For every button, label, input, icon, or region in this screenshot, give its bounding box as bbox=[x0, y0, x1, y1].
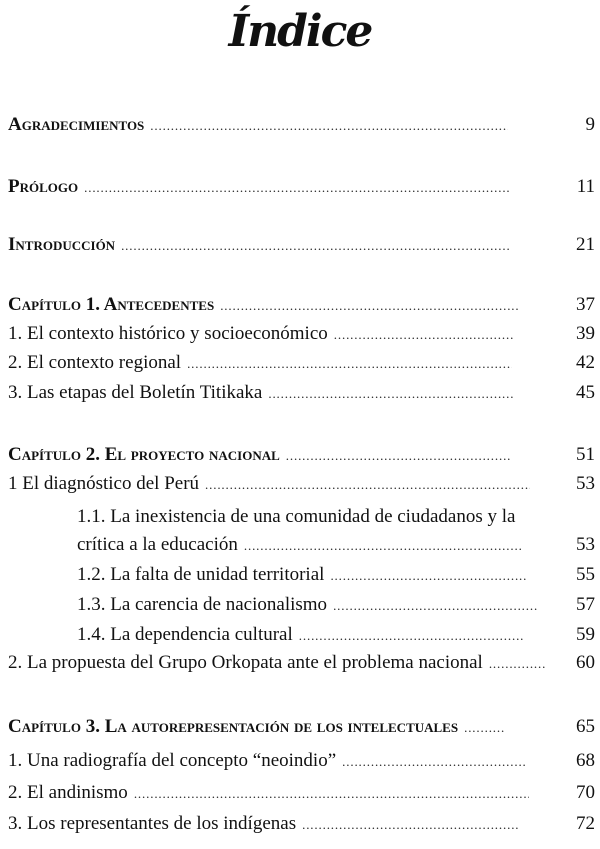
toc-entry-subsection[interactable] bbox=[77, 564, 595, 588]
dot-leader bbox=[134, 786, 529, 802]
toc-entry-subsection-first-line: 1.1. La inexistencia de una comunidad de ciudadanos y la bbox=[77, 506, 516, 527]
dot-leader bbox=[150, 118, 508, 134]
toc-entry-section[interactable] bbox=[8, 750, 595, 774]
dot-leader bbox=[342, 754, 526, 770]
dot-leader bbox=[268, 386, 513, 402]
toc-entry-label: 3. Los representantes de los indígenas bbox=[8, 813, 297, 834]
page-title: Índice bbox=[228, 6, 372, 57]
toc-entry-label: 3. Las etapas del Boletín Titikaka bbox=[8, 382, 263, 403]
toc-entry-page: 55 bbox=[576, 564, 595, 585]
toc-entry-page: 68 bbox=[576, 750, 595, 771]
toc-entry-subsection[interactable] bbox=[77, 624, 595, 648]
toc-entry-page: 39 bbox=[576, 323, 595, 344]
dot-leader bbox=[84, 180, 509, 196]
toc-entry-agradecimientos[interactable] bbox=[8, 114, 595, 138]
toc-entry-subsection[interactable] bbox=[77, 534, 595, 558]
dot-leader bbox=[187, 356, 512, 372]
toc-entry-label: Capítulo 2. El proyecto nacional bbox=[8, 444, 280, 465]
dot-leader bbox=[330, 568, 526, 584]
toc-entry-capitulo-2[interactable] bbox=[8, 444, 595, 468]
toc-entry-page: 9 bbox=[585, 114, 595, 135]
toc-entry-label: Introducción bbox=[8, 234, 116, 255]
toc-entry-section[interactable] bbox=[8, 813, 595, 837]
toc-entry-label: 2. El andinismo bbox=[8, 782, 128, 803]
toc-entry-page: 51 bbox=[576, 444, 595, 465]
toc-entry-page: 37 bbox=[576, 294, 595, 315]
toc-entry-label: Prólogo bbox=[8, 176, 79, 197]
toc-entry-label: 1.3. La carencia de nacionalismo bbox=[77, 594, 328, 615]
toc-entry-page: 11 bbox=[576, 176, 595, 197]
dot-leader bbox=[333, 598, 538, 614]
toc-entry-label: Capítulo 3. La autorepresentación de los intelectuales bbox=[8, 716, 459, 737]
toc-entry-introduccion[interactable] bbox=[8, 234, 595, 258]
dot-leader bbox=[220, 298, 520, 314]
toc-entry-capitulo-3[interactable] bbox=[8, 716, 595, 740]
dot-leader bbox=[464, 720, 504, 736]
toc-entry-page: 53 bbox=[576, 473, 595, 494]
dot-leader bbox=[299, 628, 524, 644]
dot-leader bbox=[334, 327, 514, 343]
toc-entry-label: 2. El contexto regional bbox=[8, 352, 182, 373]
toc-entry-prologo[interactable] bbox=[8, 176, 595, 200]
toc-entry-page: 70 bbox=[576, 782, 595, 803]
toc-entry-label: Agradecimientos bbox=[8, 114, 145, 135]
toc-entry-section[interactable] bbox=[8, 652, 595, 676]
dot-leader bbox=[121, 238, 511, 254]
toc-entry-page: 60 bbox=[576, 652, 595, 673]
toc-entry-section[interactable] bbox=[8, 473, 595, 497]
toc-entry-capitulo-1[interactable] bbox=[8, 294, 595, 318]
toc-entry-page: 57 bbox=[576, 594, 595, 615]
toc-entry-section[interactable] bbox=[8, 782, 595, 806]
toc-entry-label: Capítulo 1. Antecedentes bbox=[8, 294, 215, 315]
toc-entry-subsection[interactable] bbox=[77, 594, 595, 618]
toc-entry-section[interactable] bbox=[8, 323, 595, 347]
toc-entry-label: 1 El diagnóstico del Perú bbox=[8, 473, 200, 494]
toc-entry-page: 45 bbox=[576, 382, 595, 403]
toc-entry-page: 21 bbox=[576, 234, 595, 255]
toc-entry-label: 1. El contexto histórico y socioeconómico bbox=[8, 323, 328, 344]
toc-entry-section[interactable] bbox=[8, 382, 595, 406]
toc-entry-label: 1.2. La falta de unidad territorial bbox=[77, 564, 325, 585]
dot-leader bbox=[244, 538, 522, 554]
dot-leader bbox=[205, 477, 530, 493]
toc-entry-label: 1.4. La dependencia cultural bbox=[77, 624, 293, 645]
toc-entry-section[interactable] bbox=[8, 352, 595, 376]
toc-entry-page: 72 bbox=[576, 813, 595, 834]
toc-entry-page: 53 bbox=[576, 534, 595, 555]
toc-entry-page: 59 bbox=[576, 624, 595, 645]
dot-leader bbox=[489, 656, 545, 672]
toc-entry-label: crítica a la educación bbox=[77, 534, 238, 555]
dot-leader bbox=[286, 448, 511, 464]
toc-entry-label: 2. La propuesta del Grupo Orkopata ante el problema nacional bbox=[8, 652, 483, 673]
dot-leader bbox=[302, 817, 518, 833]
toc-entry-page: 42 bbox=[576, 352, 595, 373]
toc-entry-label: 1. Una radiografía del concepto “neoindio” bbox=[8, 750, 337, 771]
toc-entry-page: 65 bbox=[576, 716, 595, 737]
